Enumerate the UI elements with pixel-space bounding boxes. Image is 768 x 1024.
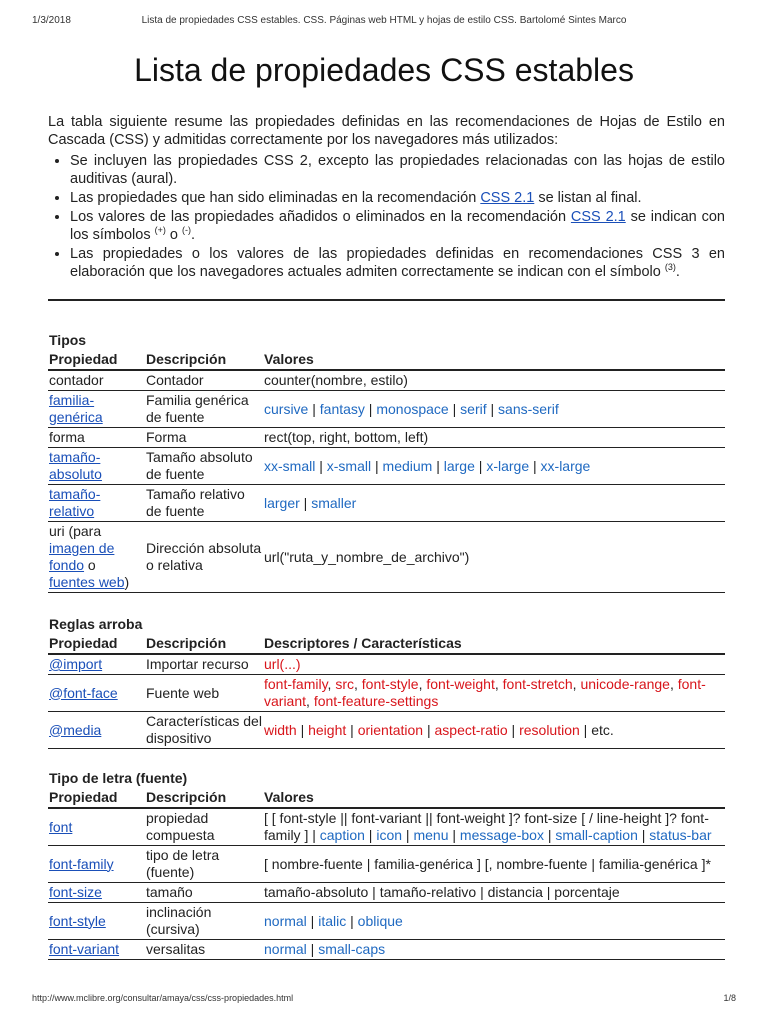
- fuentes-web-link[interactable]: fuentes web: [49, 574, 125, 590]
- divider: [48, 299, 725, 301]
- prop-link[interactable]: font: [49, 818, 73, 835]
- list-item: • Las propiedades que han sido eliminadas en la recomendación CSS 2.1 se listan al final.: [70, 189, 725, 207]
- column-header: Propiedad: [48, 350, 145, 370]
- column-header: Valores: [263, 350, 725, 370]
- page-number: 1/8: [723, 993, 736, 1003]
- prop-link[interactable]: tamaño-absoluto: [49, 449, 102, 482]
- tipos-table: [48, 350, 725, 593]
- css21-link[interactable]: CSS 2.1: [480, 190, 535, 206]
- table-row: uri (para imagen de fondo o fuentes web) Dirección absoluta o relativa url("ruta_y_nombre_de_archivo"): [48, 522, 725, 593]
- list-item: • Las propiedades o los valores de las propiedades definidas en recomendaciones CSS 3 en elaboración que los navegadores actuales admiten correctamente se indican con el símbolo $^{(3)}$.: [70, 245, 725, 281]
- print-url: http://www.mclibre.org/consultar/amaya/css/css-propiedades.html: [32, 993, 294, 1003]
- table-row: forma Forma rect(top, right, bottom, left): [48, 428, 725, 448]
- prop-link[interactable]: @media: [49, 721, 102, 738]
- column-header: Descripción: [145, 634, 263, 654]
- prop-link[interactable]: familia-genérica: [49, 392, 103, 425]
- reglas-section: [48, 615, 725, 749]
- table-row: tamaño-relativo Tamaño relativo de fuente larger | smaller: [48, 485, 725, 522]
- intro-paragraph: La tabla siguiente resume las propiedades definidas en las recomendaciones de Hojas de Estilo en Cascada (CSS) y admitidas correctamente por los navegadores más utilizados:: [48, 114, 725, 148]
- table-caption: Reglas arroba: [49, 616, 143, 632]
- print-date: 1/3/2018: [32, 15, 71, 26]
- print-title: Lista de propiedades CSS estables. CSS. Páginas web HTML y hojas de estilo CSS. Bartolomé Sintes Marco: [141, 15, 627, 26]
- table-row: font-family tipo de letra (fuente) [ nombre-fuente | familia-genérica ] [, nombre-fuente | familia-genérica ]*: [48, 846, 725, 883]
- notes-list: [48, 152, 725, 282]
- column-header: Propiedad: [48, 788, 145, 808]
- table-caption: Tipo de letra (fuente): [49, 770, 188, 786]
- table-row: familia-genérica Familia genérica de fuente cursive | fantasy | monospace | serif | sans-serif: [48, 391, 725, 428]
- column-header: Descriptores / Características: [263, 634, 725, 654]
- table-row: contador Contador counter(nombre, estilo): [48, 370, 725, 391]
- prop-link[interactable]: font-family: [49, 855, 114, 872]
- prop-link[interactable]: tamaño-relativo: [49, 486, 101, 519]
- table-row: @font-face Fuente web font-family, src, font-style, font-weight, font-stretch, unicode-range, font-variant, font-feature-settings: [48, 675, 725, 712]
- column-header: Propiedad: [48, 634, 145, 654]
- page-title: Lista de propiedades CSS estables: [134, 52, 634, 88]
- css21-link[interactable]: CSS 2.1: [570, 209, 626, 225]
- column-header: Descripción: [145, 350, 263, 370]
- table-row: tamaño-absoluto Tamaño absoluto de fuente xx-small | x-small | medium | large | x-large | xx-large: [48, 448, 725, 485]
- imagen-de-fondo-link[interactable]: imagen de fondo: [49, 540, 115, 573]
- table-row: @import Importar recurso url(...): [48, 654, 725, 675]
- table-row: font-style inclinación (cursiva) normal | italic | oblique: [48, 903, 725, 940]
- tipos-section: [48, 331, 725, 593]
- prop-link[interactable]: @font-face: [49, 684, 118, 701]
- table-row: font-size tamaño tamaño-absoluto | tamaño-relativo | distancia | porcentaje: [48, 883, 725, 903]
- list-item: • Se incluyen las propiedades CSS 2, excepto las propiedades relacionadas con las hojas de estilo auditivas (aural).: [70, 152, 725, 188]
- column-header: Valores: [263, 788, 725, 808]
- list-item: • Los valores de las propiedades añadidos o eliminados en la recomendación CSS 2.1 se indican con los símbolos (+) o (-).: [70, 208, 725, 244]
- reglas-table: [48, 634, 725, 749]
- table-row: font propiedad compuesta [ [ font-style || font-variant || font-weight ]? font-size [ / line-height ]? font-family ] | caption | icon | menu | message-box | small-caption | status-bar: [48, 808, 725, 846]
- prop-link[interactable]: font-style: [49, 912, 106, 929]
- table-row: font-variant versalitas normal | small-caps: [48, 940, 725, 960]
- fuente-section: [48, 769, 725, 960]
- prop-link[interactable]: @import: [49, 656, 103, 672]
- prop-link[interactable]: font-size: [49, 884, 102, 900]
- table-row: @media Características del dispositivo width | height | orientation | aspect-ratio | resolution | etc.: [48, 712, 725, 749]
- column-header: Descripción: [145, 788, 263, 808]
- table-caption: Tipos: [49, 332, 87, 348]
- prop-link[interactable]: font-variant: [49, 941, 120, 957]
- fuente-table: [48, 788, 725, 960]
